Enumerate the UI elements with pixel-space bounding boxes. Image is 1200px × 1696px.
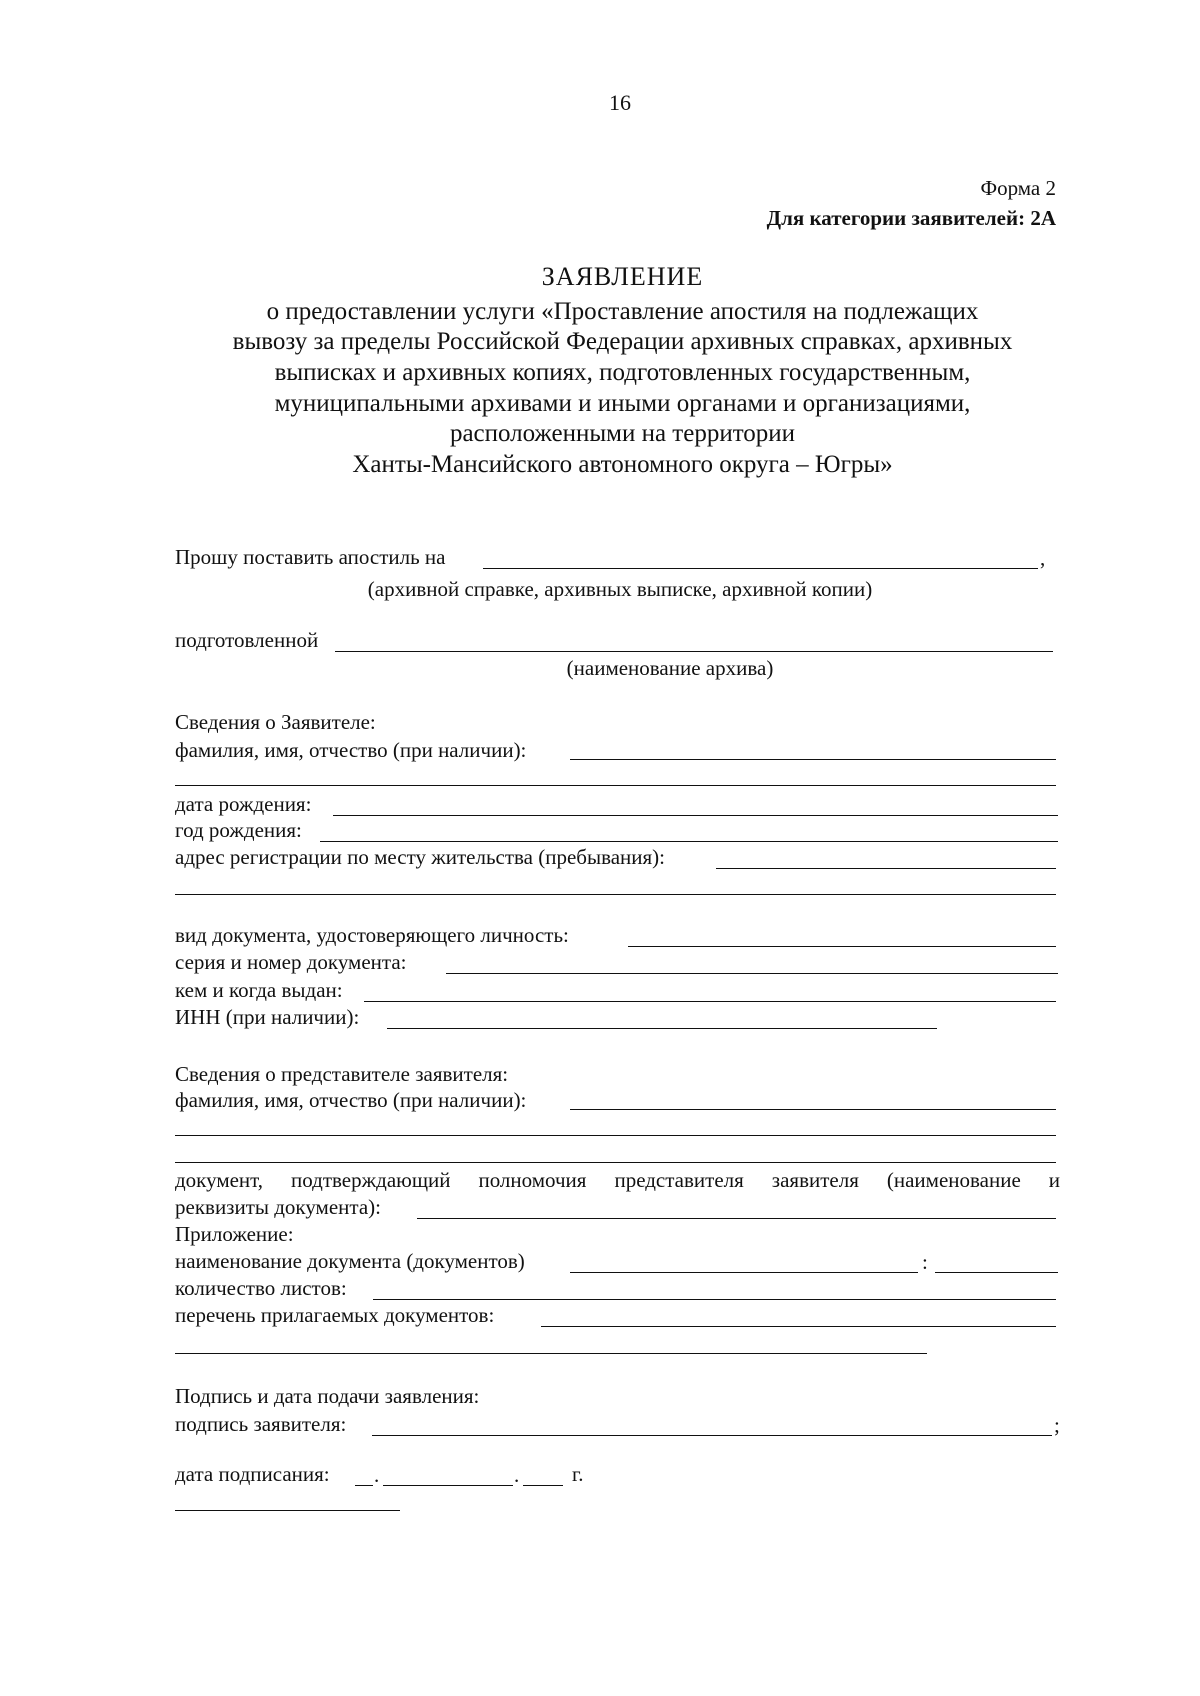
id-document-type-field[interactable]	[628, 946, 1056, 947]
form-label: Форма 2	[980, 176, 1056, 200]
attachment-heading: Приложение:	[175, 1222, 294, 1246]
attached-list-label: перечень прилагаемых документов:	[175, 1303, 495, 1327]
signing-date-label: дата подписания:	[175, 1462, 330, 1486]
subtitle-line: муниципальными архивами и иными органами и организациями,	[274, 390, 971, 417]
representative-fio-field-continued[interactable]	[175, 1135, 1056, 1136]
issued-by-field[interactable]	[364, 1001, 1056, 1002]
signature-field[interactable]	[372, 1435, 1052, 1436]
subtitle-line: Ханты-Мансийского автономного округа – Югры»	[352, 451, 893, 478]
applicant-fio-field[interactable]	[570, 759, 1056, 760]
issued-by-label: кем и когда выдан:	[175, 978, 343, 1002]
signature-heading: Подпись и дата подачи заявления:	[175, 1384, 480, 1408]
archive-name-caption: (наименование архива)	[566, 656, 774, 680]
attached-list-field-continued[interactable]	[175, 1353, 927, 1354]
signing-year-field[interactable]	[523, 1485, 563, 1486]
applicant-category: Для категории заявителей: 2А	[766, 206, 1056, 230]
semicolon-mark: ;	[1054, 1413, 1060, 1437]
applicant-fio-field-continued[interactable]	[175, 785, 1056, 786]
year-mark: г.	[572, 1462, 584, 1486]
address-field-continued[interactable]	[175, 894, 1056, 895]
subtitle-line: о предоставлении услуги «Проставление апостиля на подлежащих	[266, 298, 979, 325]
id-document-type-label: вид документа, удостоверяющего личность:	[175, 923, 569, 947]
authority-document-label: документ, подтверждающий полномочия представителя заявителя (наименование и	[175, 1168, 1060, 1192]
document-title: ЗАЯВЛЕНИЕ	[541, 262, 704, 291]
inn-field[interactable]	[387, 1028, 937, 1029]
attachment-doc-name-field[interactable]	[570, 1272, 918, 1273]
attachment-doc-name-extra-field[interactable]	[935, 1272, 1058, 1273]
birth-year-field[interactable]	[320, 841, 1058, 842]
attachment-doc-name-label: наименование документа (документов)	[175, 1249, 525, 1273]
bottom-rule	[175, 1510, 400, 1511]
subtitle-line: вывозу за пределы Российской Федерации архивных справках, архивных	[232, 328, 1013, 355]
signing-day-field[interactable]	[355, 1485, 373, 1486]
sheet-count-label: количество листов:	[175, 1276, 347, 1300]
document-number-label: серия и номер документа:	[175, 950, 407, 974]
apostille-document-field[interactable]	[483, 568, 1038, 569]
archive-name-field[interactable]	[335, 651, 1053, 652]
prepared-label: подготовленной	[175, 628, 319, 652]
page-number: 16	[609, 90, 631, 115]
sheet-count-field[interactable]	[373, 1299, 1056, 1300]
signature-label: подпись заявителя:	[175, 1412, 347, 1436]
address-field[interactable]	[716, 868, 1056, 869]
subtitle-line: выписках и архивных копиях, подготовленных государственным,	[274, 359, 971, 386]
dot-mark: .	[374, 1463, 380, 1487]
representative-fio-label: фамилия, имя, отчество (при наличии):	[175, 1088, 527, 1112]
birth-date-field[interactable]	[333, 815, 1058, 816]
authority-document-field[interactable]	[417, 1218, 1056, 1219]
address-label: адрес регистрации по месту жительства (пребывания):	[175, 845, 666, 869]
document-number-field[interactable]	[446, 973, 1058, 974]
comma-mark: ,	[1040, 546, 1046, 570]
authority-document-label-continued: реквизиты документа):	[175, 1195, 381, 1219]
inn-label: ИНН (при наличии):	[175, 1005, 360, 1029]
birth-year-label: год рождения:	[175, 818, 302, 842]
applicant-heading: Сведения о Заявителе:	[175, 710, 376, 734]
representative-fio-field-continued[interactable]	[175, 1162, 1056, 1163]
apostille-document-caption: (архивной справке, архивных выписке, архивной копии)	[367, 577, 873, 601]
dot-mark: .	[514, 1463, 520, 1487]
birth-date-label: дата рождения:	[175, 792, 312, 816]
representative-heading: Сведения о представителе заявителя:	[175, 1062, 509, 1086]
signing-month-field[interactable]	[383, 1485, 513, 1486]
attached-list-field[interactable]	[541, 1326, 1056, 1327]
colon-mark: :	[922, 1250, 928, 1274]
representative-fio-field[interactable]	[570, 1109, 1056, 1110]
apostille-request-label: Прошу поставить апостиль на	[175, 545, 446, 569]
applicant-fio-label: фамилия, имя, отчество (при наличии):	[175, 738, 527, 762]
subtitle-line: расположенными на территории	[449, 420, 796, 447]
